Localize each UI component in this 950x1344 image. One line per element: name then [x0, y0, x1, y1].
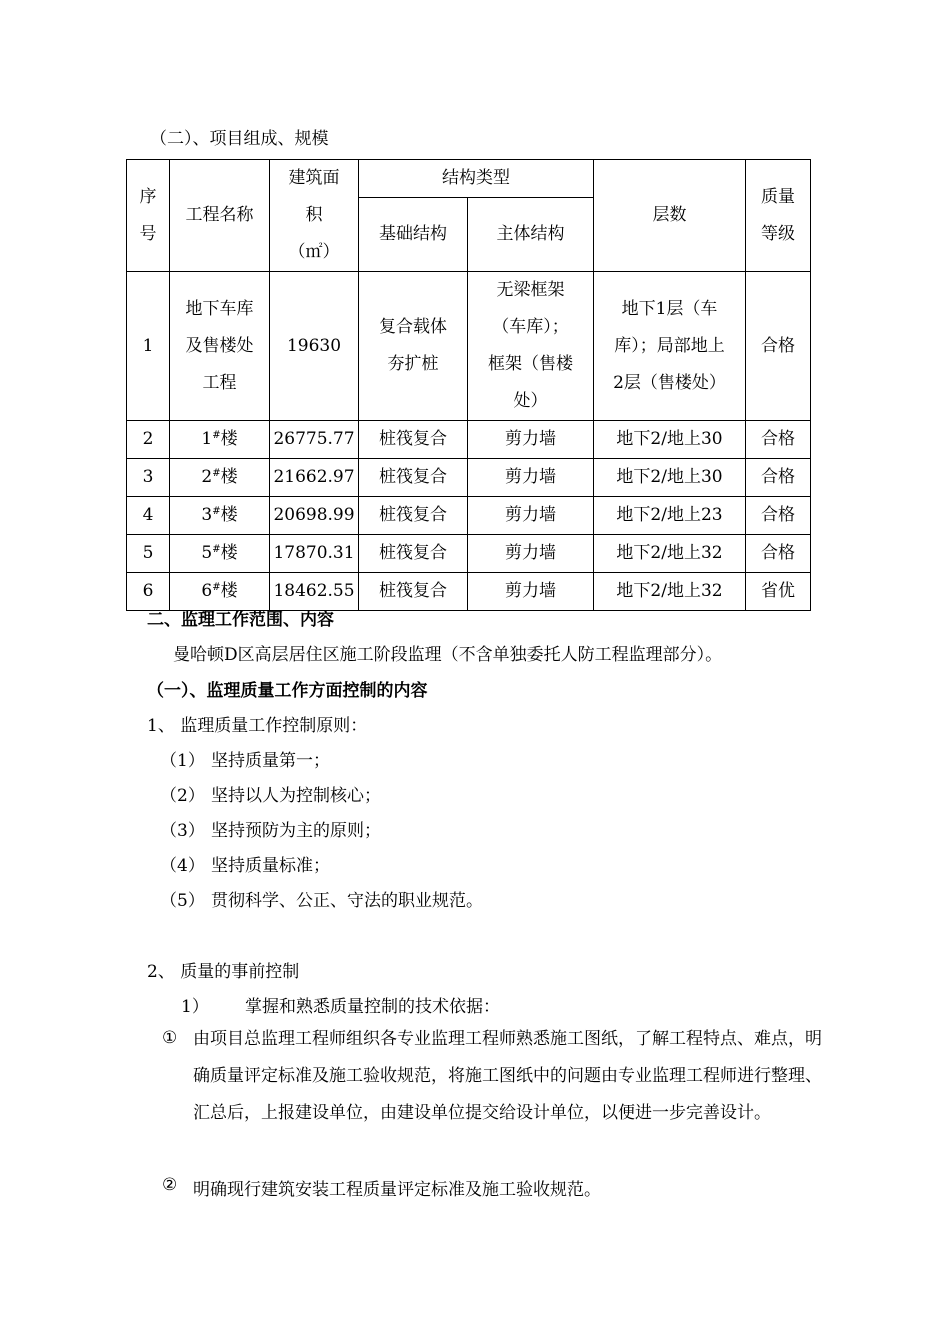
header-quality: 质量 等级 — [746, 160, 811, 272]
principle-text: 坚持质量第一； — [211, 751, 330, 771]
cell-main: 剪力墙 — [468, 573, 594, 611]
principle-num: （3） — [160, 821, 205, 841]
item2-title: 2、 质量的事前控制 — [147, 962, 300, 982]
cell-quality: 合格 — [746, 272, 811, 421]
cell-area: 26775.77 — [270, 421, 359, 459]
cell-name: 1#楼 — [170, 421, 270, 459]
cell-area: 21662.97 — [270, 459, 359, 497]
header-name: 工程名称 — [170, 160, 270, 272]
cell-name: 5#楼 — [170, 535, 270, 573]
cell-quality: 合格 — [746, 497, 811, 535]
cell-foundation: 桩筏复合 — [359, 535, 468, 573]
cell-area: 19630 — [270, 272, 359, 421]
header-main: 主体结构 — [468, 198, 594, 272]
table-row — [127, 459, 811, 497]
cell-foundation: 复合载体 夯扩桩 — [359, 272, 468, 421]
cell-foundation: 桩筏复合 — [359, 573, 468, 611]
cell-quality: 合格 — [746, 535, 811, 573]
sub1-text: 掌握和熟悉质量控制的技术依据： — [245, 997, 500, 1017]
cell-area: 18462.55 — [270, 573, 359, 611]
header-area: 建筑面 积 （㎡） — [270, 160, 359, 272]
circle1-num: ① — [162, 1028, 178, 1048]
principle-num: （5） — [160, 891, 205, 911]
cell-main: 无梁框架 （车库）； 框架（售楼 处） — [468, 272, 594, 421]
principle-num: （4） — [160, 856, 205, 876]
principle-text: 坚持质量标准； — [211, 856, 330, 876]
cell-area: 20698.99 — [270, 497, 359, 535]
cell-main: 剪力墙 — [468, 421, 594, 459]
circle2-num: ② — [162, 1175, 178, 1195]
cell-quality: 合格 — [746, 421, 811, 459]
cell-floors: 地下2/地上32 — [594, 573, 746, 611]
cell-area: 17870.31 — [270, 535, 359, 573]
item1-title: 1、 监理质量工作控制原则： — [147, 716, 368, 736]
table-row — [127, 497, 811, 535]
scope-text: 曼哈顿D区高层居住区施工阶段监理（不含单独委托人防工程监理部分）。 — [173, 645, 723, 665]
table-row — [127, 421, 811, 459]
cell-main: 剪力墙 — [468, 497, 594, 535]
cell-seq: 3 — [127, 459, 170, 497]
cell-seq: 6 — [127, 573, 170, 611]
cell-name: 2#楼 — [170, 459, 270, 497]
principle-num: （2） — [160, 786, 205, 806]
cell-name: 3#楼 — [170, 497, 270, 535]
header-floors: 层数 — [594, 160, 746, 272]
cell-quality: 合格 — [746, 459, 811, 497]
cell-seq: 5 — [127, 535, 170, 573]
table-row — [127, 535, 811, 573]
principle-text: 贯彻科学、公正、守法的职业规范。 — [211, 891, 483, 911]
project-table — [126, 159, 811, 611]
principle-num: （1） — [160, 751, 205, 771]
cell-floors: 地下2/地上30 — [594, 421, 746, 459]
cell-foundation: 桩筏复合 — [359, 459, 468, 497]
cell-floors: 地下2/地上30 — [594, 459, 746, 497]
cell-floors: 地下1层（车 库）；局部地上 2层（售楼处） — [594, 272, 746, 421]
cell-main: 剪力墙 — [468, 459, 594, 497]
principle-text: 坚持以人为控制核心； — [211, 786, 381, 806]
header-structure: 结构类型 — [359, 160, 594, 198]
cell-seq: 1 — [127, 272, 170, 421]
header-foundation: 基础结构 — [359, 198, 468, 272]
cell-foundation: 桩筏复合 — [359, 421, 468, 459]
cell-quality: 省优 — [746, 573, 811, 611]
section-title: （二）、项目组成、规模 — [150, 129, 329, 149]
circle2-text: 明确现行建筑安装工程质量评定标准及施工验收规范。 — [193, 1180, 601, 1200]
table-row — [127, 272, 811, 421]
cell-floors: 地下2/地上32 — [594, 535, 746, 573]
cell-main: 剪力墙 — [468, 535, 594, 573]
principle-text: 坚持预防为主的原则； — [211, 821, 381, 841]
circle1-text: 由项目总监理工程师组织各专业监理工程师熟悉施工图纸，了解工程特点、难点，明确质量评定标准及施工验收规范，将施工图纸中的问题由专业监理工程师进行整理、汇总后，上报建设单位，由建设单位提交给设计单位，以便进一步完善设计。 — [193, 1029, 822, 1123]
cell-foundation: 桩筏复合 — [359, 497, 468, 535]
cell-name: 地下车库 及售楼处 工程 — [170, 272, 270, 421]
cell-seq: 4 — [127, 497, 170, 535]
header-seq: 序 号 — [127, 160, 170, 272]
cell-floors: 地下2/地上23 — [594, 497, 746, 535]
heading-scope: 二、监理工作范围、内容 — [147, 610, 334, 630]
sub1-num: 1） — [181, 997, 209, 1017]
cell-name: 6#楼 — [170, 573, 270, 611]
heading-quality-control: （一）、监理质量工作方面控制的内容 — [147, 681, 428, 701]
cell-seq: 2 — [127, 421, 170, 459]
